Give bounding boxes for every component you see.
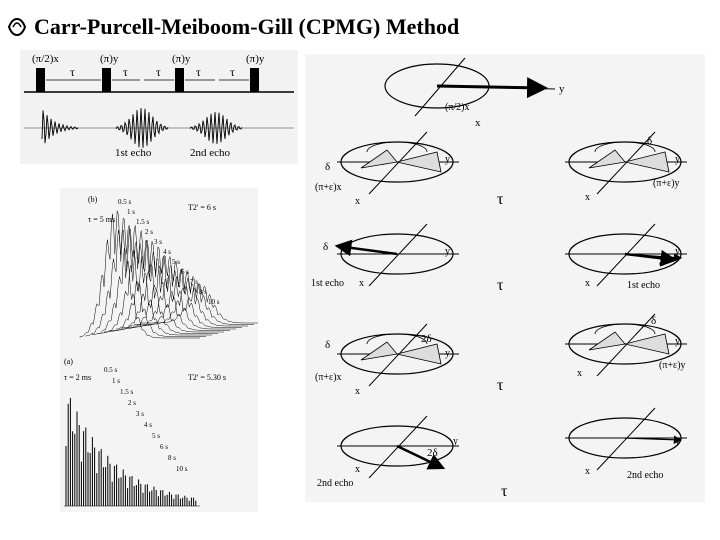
- left-axis-x-2: x: [359, 278, 364, 289]
- panel-a-echo-spikes: [66, 398, 196, 506]
- left-delta-3: δ: [325, 339, 331, 351]
- left-axis-x-4: x: [355, 464, 360, 475]
- tau-label-2: τ: [123, 65, 128, 79]
- slide-title: Carr-Purcell-Meiboom-Gill (CPMG) Method: [34, 14, 460, 39]
- left-pi-x-1: (π+ε)x: [315, 182, 342, 193]
- pulse-label-4: (π)y: [246, 53, 265, 65]
- left-two-delta-3: 2δ: [421, 333, 432, 345]
- right-pi-y-1: (π+ε)y: [653, 178, 680, 189]
- panel-a-time-7: 6 s: [160, 443, 168, 451]
- panel-a-time-6: 5 s: [152, 432, 160, 440]
- tau-mid-2: τ: [497, 277, 504, 294]
- echo1-label: 1st echo: [115, 147, 152, 159]
- pulse-180y-3: [250, 68, 259, 92]
- panel-b-letter: (b): [88, 195, 98, 204]
- panel-a-time-5: 4 s: [144, 421, 152, 429]
- echo-signal-trace: [24, 108, 294, 148]
- panel-b-time-5: 4 s: [163, 248, 171, 256]
- panel-b-traces: [80, 211, 258, 338]
- tau-mid-1: τ: [497, 191, 504, 208]
- pulse-90x: [36, 68, 45, 92]
- pulse-sequence-figure: [20, 50, 298, 164]
- right-delta-3: δ: [651, 315, 657, 327]
- right-echo1: 1st echo: [627, 280, 661, 291]
- echo2-label: 2nd echo: [190, 147, 231, 159]
- title-row: [6, 12, 459, 42]
- panel-b-time-8: 7 s: [190, 278, 198, 286]
- tau-label-1: τ: [70, 65, 75, 79]
- panel-a-time-8: 8 s: [168, 454, 176, 462]
- panel-a-t2: T2' = 5.30 s: [188, 373, 226, 382]
- pulse-label-3: (π)y: [172, 53, 191, 65]
- panel-a-time-9: 10 s: [176, 465, 188, 473]
- panel-b-time-9: 8 s: [199, 288, 207, 296]
- hollow-bullet-icon: [6, 16, 28, 38]
- panel-a-time-3: 2 s: [128, 399, 136, 407]
- left-column-spheres: [337, 132, 459, 478]
- left-echo2: 2nd echo: [317, 478, 354, 489]
- right-pi-y-3: (π+ε)y: [659, 360, 686, 371]
- right-delta-2: δ: [659, 257, 665, 269]
- panel-a-tau: τ = 2 ms: [64, 373, 92, 382]
- right-echo2: 2nd echo: [627, 470, 664, 481]
- pulse-label-1: (π/2)x: [32, 53, 59, 65]
- sphere-initial: [385, 58, 565, 129]
- tau-label-5: τ: [230, 65, 235, 79]
- magnetization-vector-figure: [305, 54, 705, 502]
- axis-x-0: x: [475, 117, 481, 129]
- panel-a-time-2: 1.5 s: [120, 388, 134, 396]
- left-axis-y-4: y: [453, 436, 458, 447]
- right-axis-y-4: y: [675, 436, 680, 447]
- panel-b-time-10: 10 s: [208, 298, 220, 306]
- tau-label-4: τ: [196, 65, 201, 79]
- axis-y-0: y: [559, 83, 565, 95]
- tau-mid-4: τ: [501, 483, 508, 500]
- tau-mid-3: τ: [497, 377, 504, 394]
- left-axis-y-3: y: [445, 348, 450, 359]
- right-axis-y-3: y: [675, 336, 680, 347]
- right-axis-y-1: y: [675, 154, 680, 165]
- panel-a-time-4: 3 s: [136, 410, 144, 418]
- panel-b-time-3: 2 s: [145, 228, 153, 236]
- left-echo1: 1st echo: [311, 278, 345, 289]
- left-two-delta-4: 2δ: [427, 447, 438, 459]
- panel-a-letter: (a): [64, 357, 73, 366]
- left-delta-2: δ: [323, 241, 329, 253]
- left-axis-y-2: y: [445, 246, 450, 257]
- panel-b-tau: τ = 5 ms: [88, 215, 116, 224]
- pulse-180y-2: [175, 68, 184, 92]
- right-axis-x-4: x: [585, 466, 590, 477]
- panel-b-time-7: 6 s: [181, 268, 189, 276]
- echo-decay-figure: [60, 188, 258, 512]
- right-axis-x-2: x: [585, 278, 590, 289]
- left-axis-x-3: x: [355, 386, 360, 397]
- tau-label-3: τ: [156, 65, 161, 79]
- left-axis-x-1: x: [355, 196, 360, 207]
- panel-b-time-1: 1 s: [127, 208, 135, 216]
- panel-b-time-6: 5 s: [172, 258, 180, 266]
- panel-b-time-0: 0.5 s: [118, 198, 132, 206]
- panel-b-t2: T2' = 6 s: [188, 203, 216, 212]
- right-delta-1: δ: [647, 135, 653, 147]
- panel-a-time-labels: [104, 366, 188, 473]
- left-axis-y-1: y: [445, 154, 450, 165]
- right-axis-x-1: x: [585, 192, 590, 203]
- pulse-label-2: (π)y: [100, 53, 119, 65]
- right-axis-y-2: y: [675, 246, 680, 257]
- left-pi-x-3: (π+ε)x: [315, 372, 342, 383]
- panel-b-time-4: 3 s: [154, 238, 162, 246]
- pulse-180y-1: [102, 68, 111, 92]
- panel-b-time-2: 1.5 s: [136, 218, 150, 226]
- panel-a-time-1: 1 s: [112, 377, 120, 385]
- right-axis-x-3: x: [577, 368, 582, 379]
- panel-a-time-0: 0.5 s: [104, 366, 118, 374]
- pulse-first-label: (π/2)x: [445, 102, 470, 113]
- left-delta-1: δ: [325, 161, 331, 173]
